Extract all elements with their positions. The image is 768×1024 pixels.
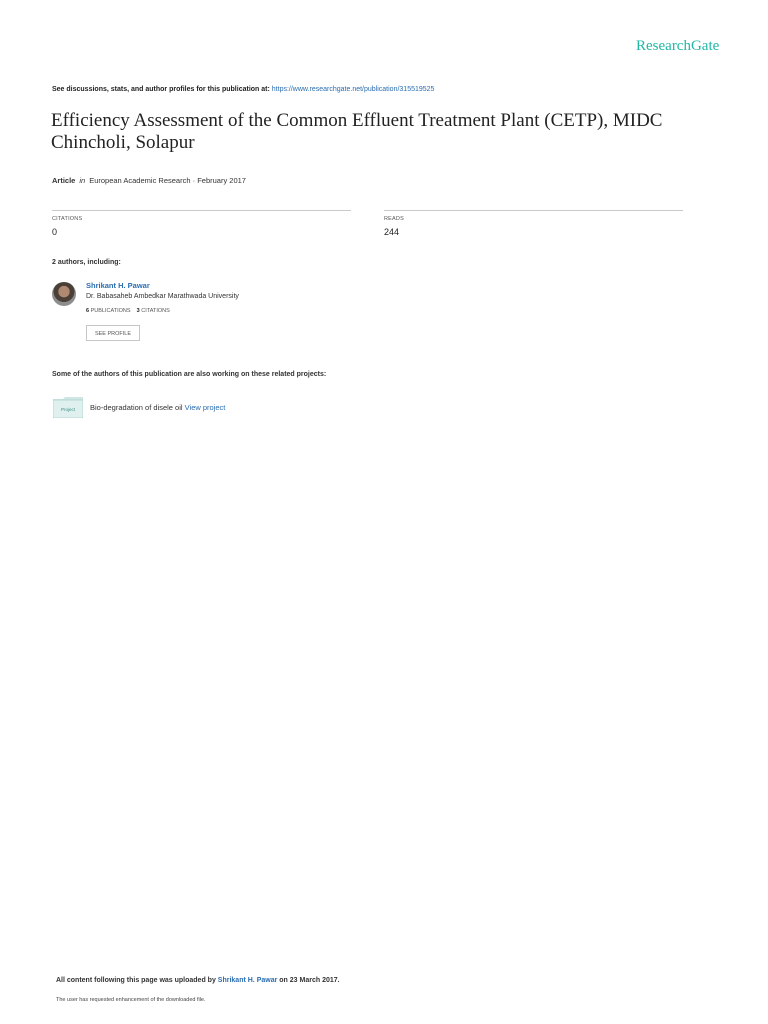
reads-divider bbox=[384, 210, 683, 211]
publication-venue: European Academic Research bbox=[89, 176, 191, 185]
upload-footer bbox=[56, 977, 340, 984]
researchgate-logo[interactable]: ResearchGate bbox=[636, 38, 720, 54]
author-institution: Dr. Babasaheb Ambedkar Marathwada University bbox=[86, 293, 239, 300]
author-publications-count: 6 bbox=[86, 308, 90, 314]
upload-prefix: All content following this page was uploaded by bbox=[56, 977, 216, 984]
publication-date: February 2017 bbox=[197, 176, 246, 185]
enhancement-note: The user has requested enhancement of the downloaded file. bbox=[56, 997, 206, 1003]
citations-divider bbox=[52, 210, 351, 211]
author-name-link[interactable]: Shrikant H. Pawar bbox=[86, 281, 150, 290]
meta-in: in bbox=[79, 176, 86, 185]
reads-value: 244 bbox=[384, 227, 400, 237]
publication-type: Article bbox=[52, 176, 76, 185]
author-citations-count: 3 bbox=[136, 308, 140, 314]
discussion-text: See discussions, stats, and author profiles for this publication at: bbox=[52, 86, 270, 93]
author-publications-label: PUBLICATIONS bbox=[90, 308, 131, 314]
publication-meta bbox=[52, 176, 246, 185]
author-stats bbox=[86, 308, 170, 314]
projects-heading: Some of the authors of this publication are also working on these related projects: bbox=[52, 371, 327, 378]
author-avatar[interactable] bbox=[52, 282, 76, 306]
citations-value: 0 bbox=[52, 227, 58, 237]
project-name: Bio-degradation of disele oil bbox=[90, 403, 183, 412]
discussion-line bbox=[52, 86, 434, 93]
project-folder-icon bbox=[53, 396, 83, 418]
authors-heading: 2 authors, including: bbox=[52, 259, 121, 266]
uploader-link[interactable]: Shrikant H. Pawar bbox=[217, 977, 278, 984]
reads-label: READS bbox=[384, 216, 404, 222]
publication-link[interactable]: https://www.researchgate.net/publication/315519525 bbox=[271, 86, 435, 93]
meta-separator: · bbox=[192, 176, 196, 185]
view-project-link[interactable]: View project bbox=[184, 403, 226, 412]
author-citations-label: CITATIONS bbox=[141, 308, 170, 314]
citations-label: CITATIONS bbox=[52, 216, 83, 222]
publication-title: Efficiency Assessment of the Common Effluent Treatment Plant (CETP), MIDC Chincholi, Solapur bbox=[51, 110, 663, 153]
project-icon-label: Project bbox=[60, 407, 76, 412]
see-profile-button[interactable]: SEE PROFILE bbox=[86, 325, 140, 341]
upload-suffix: on 23 March 2017. bbox=[279, 977, 340, 984]
project-row bbox=[90, 403, 225, 412]
